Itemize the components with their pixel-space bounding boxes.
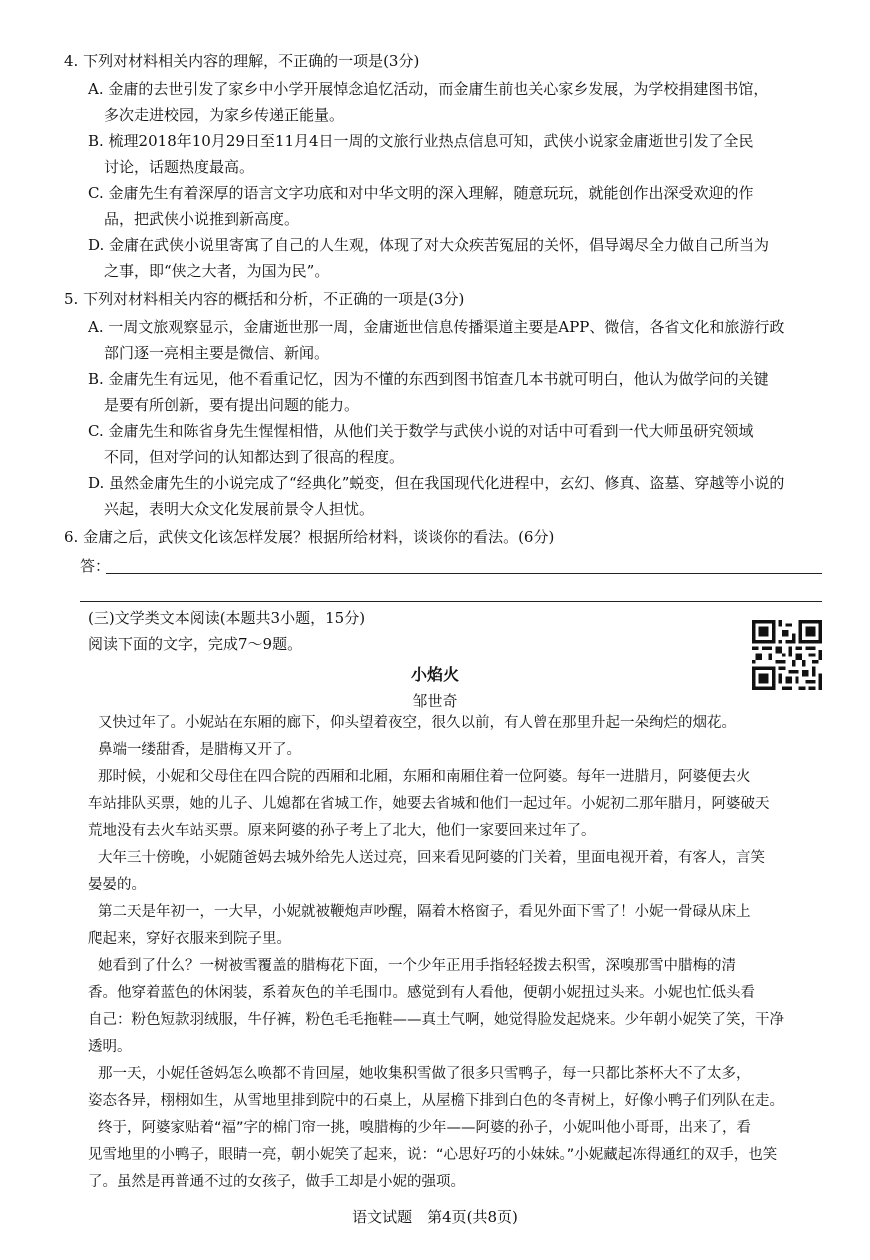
question-5-option-d[interactable] [88, 470, 828, 522]
option-line: B. 金庸先生有远见，他不看重记忆，因为不懂的东西到图书馆查几本书就可明白，他认为做学问的关键 [88, 370, 769, 388]
story-line: 那一天，小妮任爸妈怎么唤都不肯回屋，她收集积雪做了很多只雪鸭子，每一只都比茶杯大不了太多， [98, 1066, 751, 1082]
story-line: 她看到了什么？一树被雪覆盖的腊梅花下面，一个少年正用手指轻轻拨去积雪，深嗅那雪中腊梅的清 [98, 958, 736, 974]
story-body [88, 710, 828, 1196]
story-line: 了。虽然是再普通不过的女孩子，做手工却是小妮的强项。 [88, 1174, 465, 1190]
story-line: 姿态各异，栩栩如生，从雪地里排到院中的石桌上，从屋檐下排到白色的冬青树上，好像小鸭子们列队在走。 [88, 1093, 784, 1109]
story-line: 终于，阿婆家贴着“福”字的棉门帘一挑，嗅腊梅的少年——阿婆的孙子，小妮叫他小哥哥，出来了，看 [98, 1120, 752, 1136]
question-5-stem: 5. 下列对材料相关内容的概括和分析，不正确的一项是(3分) [64, 290, 465, 308]
option-line: 是要有所创新，要有提出问题的能力。 [104, 396, 360, 414]
story-line: 荒地没有去火车站买票。原来阿婆的孙子考上了北大，他们一家要回来过年了。 [88, 823, 596, 839]
story-line: 大年三十傍晚，小妮随爸妈去城外给先人送过亮，回来看见阿婆的门关着，里面电视开着，有客人，言笑 [98, 850, 765, 866]
page-footer: 语文试题 第4页(共8页) [352, 1208, 518, 1226]
story-line: 又快过年了。小妮站在东厢的廊下，仰头望着夜空，很久以前，有人曾在那里升起一朵绚烂的烟花。 [98, 715, 736, 731]
answer-line-2[interactable] [80, 601, 822, 602]
option-line: C. 金庸先生和陈省身先生惺惺相惜，从他们关于数学与武侠小说的对话中可看到一代大师虽研究领域 [88, 422, 754, 440]
story-line: 见雪地里的小鸭子，眼睛一亮，朝小妮笑了起来，说：“心思好巧的小妹妹。”小妮藏起冻得通红的双手，也笑 [88, 1147, 778, 1163]
option-line: 讨论，话题热度最高。 [104, 158, 255, 176]
question-4-stem: 4. 下列对材料相关内容的理解，不正确的一项是(3分) [64, 52, 420, 70]
option-line: 兴起，表明大众文化发展前景令人担忧。 [104, 500, 375, 518]
question-5-option-c[interactable] [88, 418, 828, 470]
story-author: 邹世奇 [412, 692, 458, 710]
option-line: C. 金庸先生有着深厚的语言文字功底和对中华文明的深入理解，随意玩玩，就能创作出深受欢迎的作 [88, 184, 754, 202]
story-line: 车站排队买票，她的儿子、儿媳都在省城工作，她要去省城和他们一起过年。小妮初二那年腊月，阿婆破天 [88, 796, 770, 812]
question-5-option-b[interactable] [88, 366, 828, 418]
option-line: D. 金庸在武侠小说里寄寓了自己的人生观，体现了对大众疾苦冤屈的关怀，倡导竭尽全力做自己所当为 [88, 236, 770, 254]
story-line: 香。他穿着蓝色的休闲装，系着灰色的羊毛围巾。感觉到有人看他，便朝小妮扭过头来。小妮也忙低头看 [88, 985, 755, 1001]
story-line: 爬起来，穿好衣服来到院子里。 [88, 931, 291, 947]
question-4-option-c[interactable] [88, 180, 828, 232]
story-line: 透明。 [88, 1039, 132, 1055]
option-line: 多次走进校园，为家乡传递正能量。 [104, 106, 345, 124]
story-title: 小焰火 [410, 665, 459, 684]
story-line: 第二天是年初一，一大早，小妮就被鞭炮声吵醒，隔着木格窗子，看见外面下雪了！小妮一骨碌从床上 [98, 904, 751, 920]
story-line: 自己：粉色短款羽绒服，牛仔裤，粉色毛毛拖鞋——真土气啊，她觉得脸发起烧来。少年朝小妮笑了笑，干净 [88, 1012, 784, 1028]
question-4-option-d[interactable] [88, 232, 828, 284]
answer-label: 答： [80, 557, 111, 575]
question-4-option-b[interactable] [88, 128, 828, 180]
option-line: B. 梳理2018年10月29日至11月4日一周的文旅行业热点信息可知，武侠小说家金庸逝世引发了全民 [88, 132, 754, 150]
option-line: 之事，即“侠之大者，为国为民”。 [104, 262, 330, 280]
question-5-option-a[interactable] [88, 314, 828, 366]
story-line: 鼻端一缕甜香，是腊梅又开了。 [98, 742, 301, 758]
answer-line-1[interactable] [106, 573, 822, 574]
option-line: 部门逐一亮相主要是微信、新闻。 [104, 344, 330, 362]
option-line: D. 虽然金庸先生的小说完成了“经典化”蜕变，但在我国现代化进程中，玄幻、修真、盗墓、穿越等小说的 [88, 474, 785, 492]
section-heading: (三)文学类文本阅读(本题共3小题，15分) [88, 609, 366, 627]
question-6-stem: 6. 金庸之后，武侠文化该怎样发展？根据所给材料，谈谈你的看法。(6分) [64, 528, 555, 546]
story-line: 晏晏的。 [88, 877, 146, 893]
option-line: A. 一周文旅观察显示，金庸逝世那一周，金庸逝世信息传播渠道主要是APP、微信，各省文化和旅游行政 [88, 318, 785, 336]
question-4-option-a[interactable] [88, 76, 828, 128]
option-line: 不同，但对学问的认知都达到了很高的程度。 [104, 448, 405, 466]
story-line: 那时候，小妮和父母住在四合院的西厢和北厢，东厢和南厢住着一位阿婆。每年一进腊月，阿婆便去火 [98, 769, 751, 785]
option-line: A. 金庸的去世引发了家乡中小学开展悼念追忆活动，而金庸生前也关心家乡发展，为学校捐建图书馆， [88, 80, 769, 98]
section-instruction: 阅读下面的文字，完成7～9题。 [88, 635, 303, 653]
option-line: 品，把武侠小说推到新高度。 [104, 210, 300, 228]
